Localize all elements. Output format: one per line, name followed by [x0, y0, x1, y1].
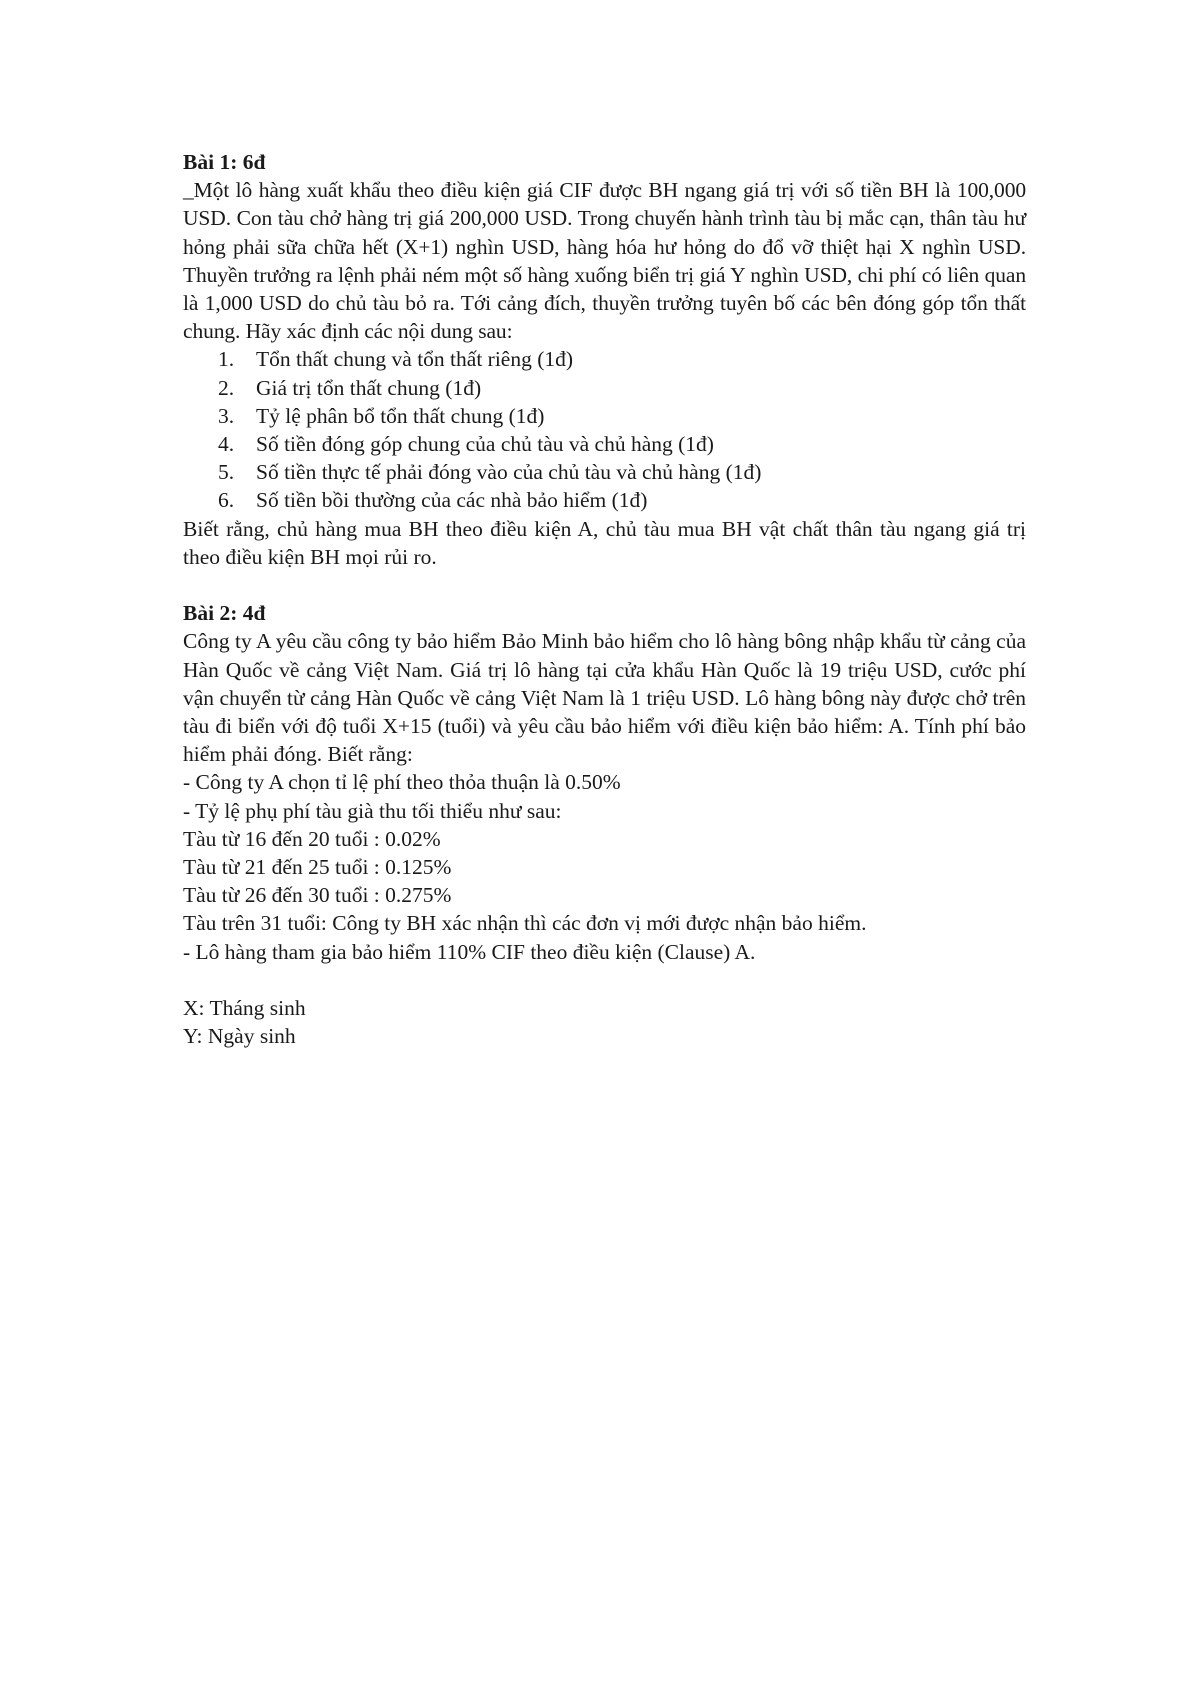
task-number: 2. [218, 375, 235, 400]
document-page [183, 148, 1026, 1050]
variable-legend [183, 994, 1026, 1050]
exercise-1 [183, 148, 1026, 571]
exercise-2 [183, 599, 1026, 966]
exercise-2-line: - Công ty A chọn tỉ lệ phí theo thỏa thuận là 0.50% [183, 770, 621, 795]
exercise-2-line: Tàu từ 26 đến 30 tuổi : 0.275% [183, 883, 452, 908]
task-number: 3. [218, 403, 235, 428]
task-item [218, 430, 1026, 458]
exercise-2-heading: Bài 2: 4đ [183, 601, 266, 626]
task-item [218, 402, 1026, 430]
exercise-1-intro: _Một lô hàng xuất khẩu theo điều kiện giá CIF được BH ngang giá trị với số tiền BH là 100,000 USD. Con tàu chở hàng trị giá 200,000 USD. Trong chuyến hành trình tàu bị mắc cạn, thân tàu hư hỏng phải sữa chữa hết (X+1) nghìn USD, hàng hóa hư hỏng do đổ vỡ thiệt hại X nghìn USD. Thuyền trưởng ra lệnh phải ném một số hàng xuống biển trị giá Y nghìn USD, chi phí có liên quan là 1,000 USD do chủ tàu bỏ ra. Tới cảng đích, thuyền trưởng tuyên bố các bên đóng góp tổn thất chung. Hãy xác định các nội dung sau: [183, 178, 1026, 344]
exercise-2-line: Tàu từ 21 đến 25 tuổi : 0.125% [183, 855, 452, 880]
task-number: 4. [218, 432, 235, 457]
exercise-2-line: Tàu trên 31 tuổi: Công ty BH xác nhận thì các đơn vị mới được nhận bảo hiểm. [183, 911, 867, 936]
task-number: 5. [218, 460, 235, 485]
task-text: Tỷ lệ phân bổ tổn thất chung (1đ) [256, 403, 545, 428]
legend-y: Y: Ngày sinh [183, 1024, 296, 1049]
task-text: Giá trị tổn thất chung (1đ) [256, 375, 482, 400]
task-number: 1. [218, 347, 235, 372]
spacer [183, 966, 1026, 994]
exercise-2-intro: Công ty A yêu cầu công ty bảo hiểm Bảo Minh bảo hiểm cho lô hàng bông nhập khẩu từ cảng của Hàn Quốc về cảng Việt Nam. Giá trị lô hàng tại cửa khẩu Hàn Quốc là 19 triệu USD, cước phí vận chuyển từ cảng Hàn Quốc về cảng Việt Nam là 1 triệu USD. Lô hàng bông này được chở trên tàu đi biển với độ tuổi X+15 (tuổi) và yêu cầu bảo hiểm với điều kiện bảo hiểm: A. Tính phí bảo hiểm phải đóng. Biết rằng: [183, 629, 1026, 767]
exercise-2-line: - Tỷ lệ phụ phí tàu già thu tối thiểu như sau: [183, 798, 562, 823]
exercise-2-line: Tàu từ 16 đến 20 tuổi : 0.02% [183, 826, 441, 851]
exercise-1-note: Biết rằng, chủ hàng mua BH theo điều kiện A, chủ tàu mua BH vật chất thân tàu ngang giá trị theo điều kiện BH mọi rủi ro. [183, 516, 1026, 569]
exercise-1-task-list [183, 345, 1026, 514]
task-item [218, 374, 1026, 402]
legend-x: X: Tháng sinh [183, 996, 306, 1021]
task-item [218, 345, 1026, 373]
exercise-2-line: - Lô hàng tham gia bảo hiểm 110% CIF theo điều kiện (Clause) A. [183, 939, 756, 964]
task-text: Tổn thất chung và tổn thất riêng (1đ) [256, 347, 574, 372]
task-number: 6. [218, 488, 235, 513]
task-item [218, 486, 1026, 514]
task-text: Số tiền thực tế phải đóng vào của chủ tàu và chủ hàng (1đ) [256, 460, 762, 485]
task-item [218, 458, 1026, 486]
task-text: Số tiền bồi thường của các nhà bảo hiểm (1đ) [256, 488, 648, 513]
spacer [183, 571, 1026, 599]
exercise-1-heading: Bài 1: 6đ [183, 150, 266, 174]
task-text: Số tiền đóng góp chung của chủ tàu và chủ hàng (1đ) [256, 432, 714, 457]
